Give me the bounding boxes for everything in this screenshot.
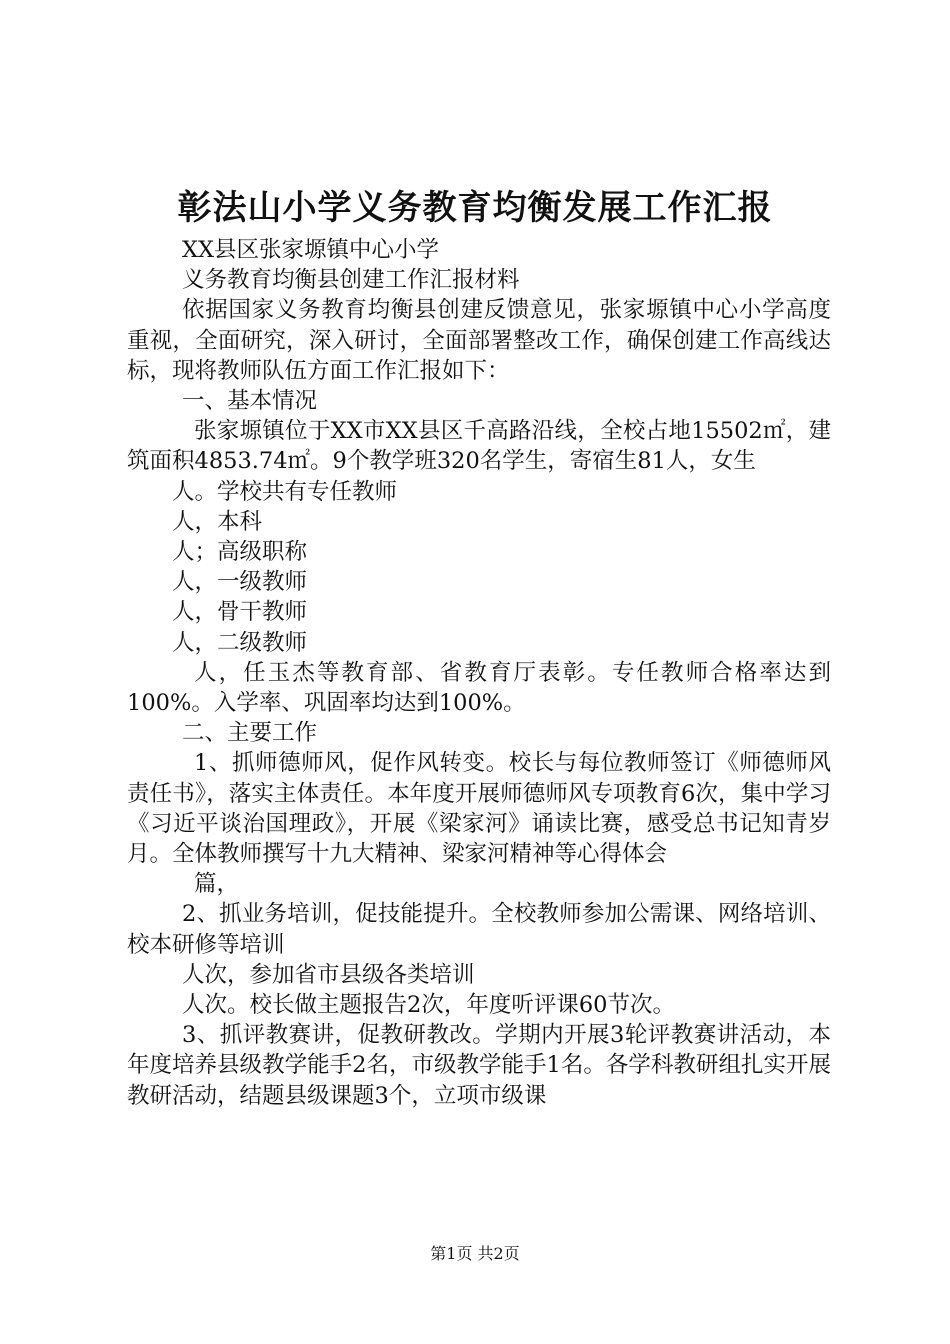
paragraph-line: 人，一级教师 bbox=[172, 569, 308, 596]
paragraph-line: 人，骨干教师 bbox=[172, 599, 308, 626]
paragraph-intro: 依据国家义务教育均衡县创建反馈意见，张家塬镇中心小学高度重视，全面研究，深入研讨，全面部署整改工作，确保创建工作高线达标，现将教师队伍方面工作汇报如下： bbox=[127, 297, 831, 384]
paragraph-teaching-research: 3、抓评教赛讲，促教研教改。学期内开展3轮评教赛讲活动，本年度培养县级教学能手2名，市级教学能手1名。各学科教研组扎实开展教研活动，结题县级课题3个，立项市级课 bbox=[127, 1022, 831, 1109]
paragraph-school-name: XX县区张家塬镇中心小学 bbox=[182, 237, 440, 263]
paragraph-material-title: 义务教育均衡县创建工作汇报材料 bbox=[182, 267, 520, 294]
paragraph-basic-info: 张家塬镇位于XX市XX县区千高路沿线，全校占地15502㎡，建筑面积4853.74㎡。9个教学班320名学生，寄宿生81人，女生 bbox=[127, 418, 831, 475]
section-heading-main-work: 二、主要工作 bbox=[182, 720, 318, 747]
document-body bbox=[127, 235, 831, 1111]
paragraph-honors: 人，任玉杰等教育部、省教育厅表彰。专任教师合格率达到100%。入学率、巩固率均达到100%。 bbox=[127, 659, 831, 717]
document-title: 彰法山小学义务教育均衡发展工作汇报 bbox=[177, 188, 773, 228]
paragraph-line: 人，二级教师 bbox=[172, 629, 308, 656]
paragraph-line: 人，本科 bbox=[172, 508, 263, 535]
paragraph-line: 人；高级职称 bbox=[172, 539, 308, 566]
paragraph-training: 2、抓业务培训，促技能提升。全校教师参加公需课、网络培训、校本研修等培训 bbox=[127, 901, 831, 958]
paragraph-line: 人。学校共有专任教师 bbox=[172, 478, 398, 505]
section-heading-basic: 一、基本情况 bbox=[182, 388, 318, 415]
paragraph-ethics: 1、抓师德师风，促作风转变。校长与每位教师签订《师德师风责任书》，落实主体责任。本年度开展师德师风专项教育6次，集中学习《习近平谈治国理政》，开展《梁家河》诵读比赛，感受总书记知青岁月。全体教师撰写十九大精神、梁家河精神等心得体会 bbox=[127, 750, 831, 868]
paragraph-line: 人次。校长做主题报告2次，年度听评课60节次。 bbox=[182, 992, 675, 1019]
paragraph-line: 人次，参加省市县级各类培训 bbox=[182, 961, 475, 988]
page-footer: 第1页 共2页 bbox=[430, 1244, 520, 1263]
paragraph-line: 篇， bbox=[194, 871, 240, 898]
